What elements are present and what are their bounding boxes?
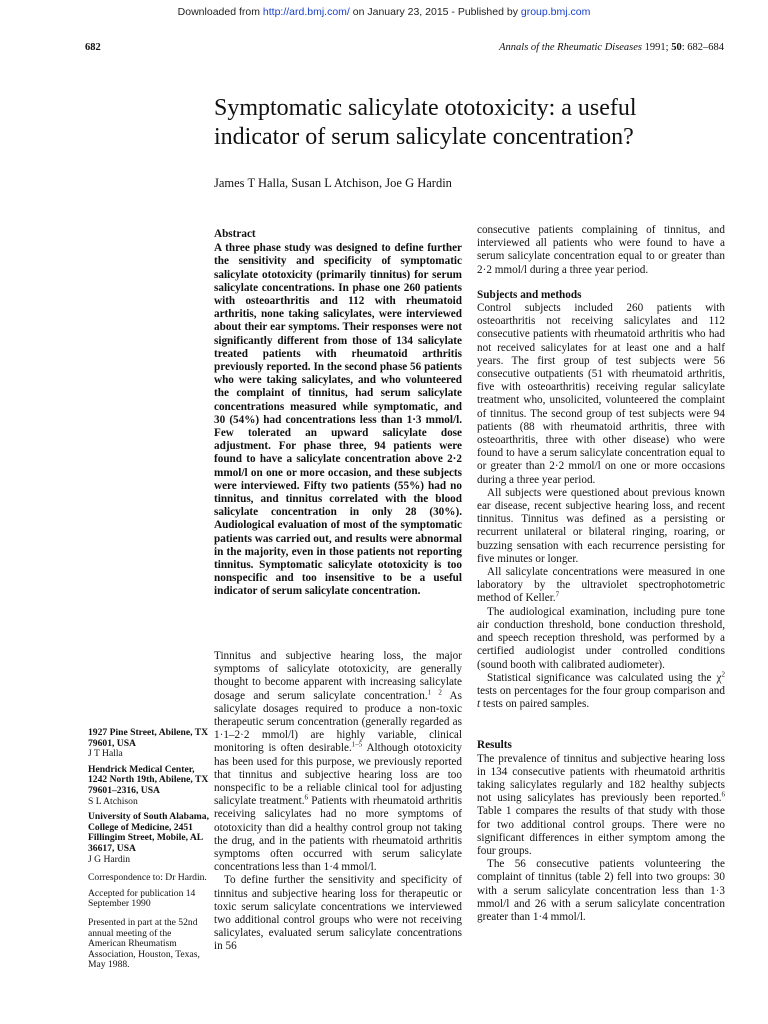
methods-paragraph-4: The audiological examination, including pure tone air conduction threshold, bone conduction threshold, and speech reception threshold, was performed by a certified audiologist under controlled conditions (sound booth with calibrated audiometer). xyxy=(477,605,725,671)
accepted-note: Accepted for publication 14 September 1990 xyxy=(88,887,196,910)
journal-pages: : 682–684 xyxy=(681,42,724,53)
intro-paragraph-2: To define further the sensitivity and specificity of tinnitus and subjective hearing loss for therapeutic or toxic serum salicylate concentrations we interviewed two additional control groups who were not receiving salicylates, evaluated serum salicylate concentrations in 56 xyxy=(214,874,462,953)
abstract xyxy=(214,228,462,599)
methods-paragraph-5: Statistical significance was calculated using the $\chi^2$ tests on percentages for the four group comparison and t tests on paired samples. xyxy=(477,669,725,711)
intro-paragraph-1: Tinnitus and subjective hearing loss, the major symptoms of salicylate ototoxicity, are generally thought to become apparent with increasing salicylate dosage and serum salicylate concentration.$^{1 2}$ As salicylate dosages required to produce a non-toxic therapeutic serum concentration (generally regarded as 1·1–2·2 mmol/l) are highly variable, clinical monitoring is often desirable.$^{1-5}$ Although ototoxicity has been used for this purpose, we previously reported that tinnitus and subjective hearing loss are too nonspecific to be a reliable clinical tool for adjusting salicylate treatment.$^6$ Patients with rheumatoid arthritis receiving salicylates had no more symptoms of ototoxicity than did a healthy control group not taking the drug, and in the patients with rheumatoid arthritis symptoms often occurred with serum salicylate concentrations less than 1·4 mmol/l. xyxy=(214,650,462,874)
methods-paragraph-2: All subjects were questioned about previous known ear disease, recent subjective hearing loss, and recent tinnitus. Tinnitus was defined as a persisting or recurrent unilateral or bilateral ringing, roaring, or buzzing sensation with each recurrence persisting for five minutes or longer. xyxy=(477,486,725,565)
results-paragraph-1: The prevalence of tinnitus and subjective hearing loss in 134 consecutive patients with rheumatoid arthritis taking salicylates regularly and 182 healthy subjects not using salicylates has previously been reported.$^6$ Table 1 compares the results of that study with those for two additional control groups. There were no significant differences in either symptom among the four groups. xyxy=(477,752,725,857)
journal-name: Annals of the Rheumatic Diseases xyxy=(499,42,643,53)
intro-continuation: consecutive patients complaining of tinnitus, and interviewed all patients who were found to have a serum salicylate concentration equal to or greater than 2·2 mmol/l during a three year period. xyxy=(477,224,725,276)
abstract-text: A three phase study was designed to define further the sensitivity and specificity of symptomatic salicylate ototoxicity (primarily tinnitus) for serum salicylate concentrations. In phase one 260 patients with osteoarthritis and 112 with rheumatoid arthritis, none taking salicylates, were interviewed about their ear symptoms. Their responses were not significantly different from those of 134 salicylate treated patients with rheumatoid arthritis previously reported. In the second phase 56 patients who were taking salicylates, and who volunteered the complaint of tinnitus, had serum salicylate concentrations measured while symptomatic, and 30 (54%) had concentrations less than 1·3 mmol/l. Few tolerated an upward salicylate dose adjustment. For phase three, 94 patients were found to have a salicylate concentration above 2·2 mmol/l on one or more occasion, and these subjects were interviewed. Fifty two patients (55%) had no tinnitus, and tinnitus correlated with the blood salicylate concentration in only 28 (30%). Audiological evaluation of most of the symptomatic patients was carried out, and results were abnormal in the majority, even in those patients not reporting tinnitus. Symptomatic salicylate ototoxicity is too nonspecific and too insensitive to be a useful indicator of serum salicylate concentration. xyxy=(214,242,462,598)
affiliations-sidebar xyxy=(88,728,210,976)
methods-heading: Subjects and methods xyxy=(477,288,582,301)
citation: 1–5 xyxy=(351,740,363,749)
article-title: Symptomatic salicylate ototoxicity: a useful indicator of serum salicylate concentration? xyxy=(214,95,637,150)
citation: 1 2 xyxy=(427,687,442,696)
right-column xyxy=(477,224,725,924)
citation: 6 xyxy=(721,790,725,799)
journal-volume: 50 xyxy=(671,42,682,53)
citation: 7 xyxy=(555,590,560,599)
results-paragraph-2: The 56 consecutive patients volunteering the complaint of tinnitus (table 2) fell into two groups: 30 with a serum salicylate concentration less than 1·3 mmol/l and 26 with a serum salicylate concentration greater than 1·4 mmol/l. xyxy=(477,858,725,923)
citation: 6 xyxy=(304,793,309,802)
results-heading: Results xyxy=(477,739,512,752)
download-middle: on January 23, 2015 - Published by xyxy=(349,6,521,18)
methods-paragraph-3: All salicylate concentrations were measured in one laboratory by the ultraviolet spectrophotometric method of Keller.$^7$ xyxy=(477,566,725,605)
site-link[interactable]: http://ard.bmj.com/ xyxy=(262,6,350,18)
correspondence-note: Correspondence to: Dr Hardin. xyxy=(88,872,207,884)
presented-note: Presented in part at the 52nd annual meeting of the American Rheumatism Association, Houston, Texas, May 1988. xyxy=(88,916,200,971)
page-number: 682 xyxy=(85,42,101,53)
running-head xyxy=(499,42,724,53)
publisher-link[interactable]: group.bmj.com xyxy=(520,6,591,18)
affiliation: University of South Alabama, College of Medicine, 2451 Fillingim Street, Mobile, AL 36617, USA J G Hardin xyxy=(88,811,209,865)
abstract-heading: Abstract xyxy=(214,228,256,240)
download-bar xyxy=(0,6,768,18)
journal-year: 1991; xyxy=(642,42,672,53)
methods-paragraph-1: Control subjects included 260 patients with osteoarthritis not receiving salicylates and 112 consecutive patients with rheumatoid arthritis who had not received salicylates for at least one and a half years. The first group of test subjects were 56 consecutive outpatients (51 with rheumatoid arthritis, five with osteoarthritis) receiving regular salicylate treatment who, unsolicited, volunteered the complaint of tinnitus. The second group of test subjects were 94 patients (88 with rheumatoid arthritis, three with osteoarthritis, three with other disease) who were found to have a serum salicylate concentration equal to or greater than 2·2 mmol/l on one or more occasions during a three year period. xyxy=(477,302,725,486)
affiliation: Hendrick Medical Center, 1242 North 19th, Abilene, TX 79601–2316, USA S L Atchison xyxy=(88,763,209,807)
author-list: James T Halla, Susan L Atchison, Joe G Hardin xyxy=(214,176,452,190)
download-prefix: Downloaded from xyxy=(177,6,263,18)
introduction xyxy=(214,650,462,954)
affiliation: 1927 Pine Street, Abilene, TX 79601, USA J T Halla xyxy=(88,727,209,760)
